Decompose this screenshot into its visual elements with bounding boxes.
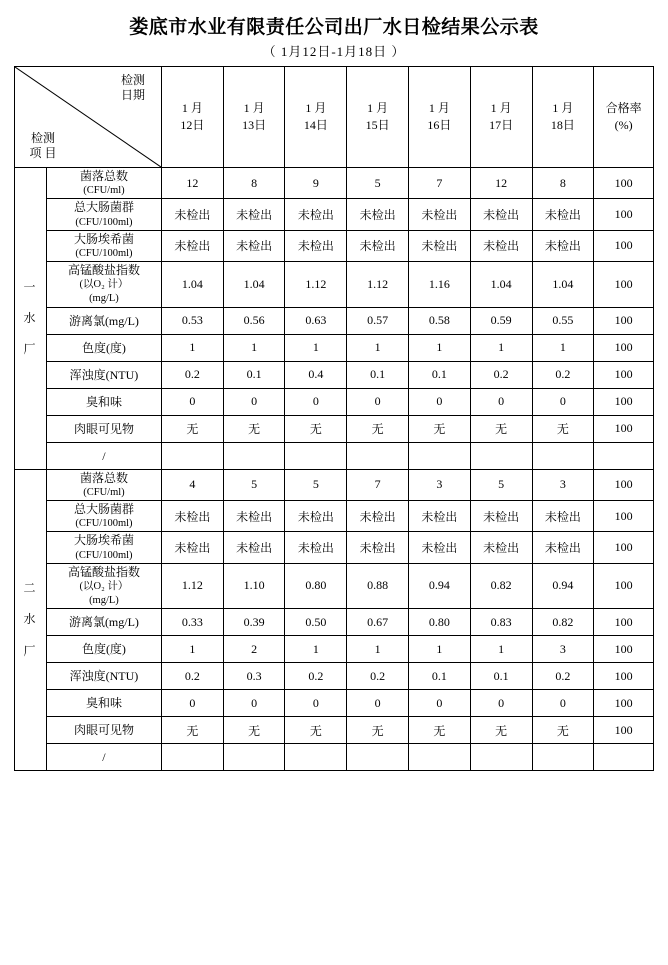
- date-header-1-line2: 13日: [242, 118, 267, 132]
- value-cell: 0.58: [409, 307, 471, 334]
- header-date-label-line1: 检测: [120, 73, 145, 87]
- item-name-line1: /: [102, 750, 106, 765]
- water-quality-table: [14, 66, 654, 771]
- date-header-3: [347, 67, 409, 168]
- item-name-line1: 臭和味: [85, 394, 122, 409]
- value-cell: 0.88: [347, 563, 409, 609]
- value-cell: 0: [223, 690, 285, 717]
- value-cell: 无: [470, 717, 532, 744]
- value-cell: 1: [161, 636, 223, 663]
- page-title: 娄底市水业有限责任公司出厂水日检结果公示表: [129, 17, 539, 38]
- value-cell: 未检出: [285, 500, 347, 531]
- value-cell: 0.2: [532, 663, 594, 690]
- pass-rate-cell: 100: [594, 469, 654, 500]
- value-cell: 未检出: [470, 230, 532, 261]
- pass-rate-cell: 100: [594, 663, 654, 690]
- plant-name-char: 一: [23, 279, 38, 294]
- value-cell: 0: [285, 388, 347, 415]
- value-cell: 3: [532, 636, 594, 663]
- item-name-line1: 肉眼可见物: [73, 723, 134, 738]
- value-cell: 3: [532, 469, 594, 500]
- value-cell: 0.4: [285, 361, 347, 388]
- item-name-cell: [46, 690, 161, 717]
- item-name-line1: 菌落总数: [79, 470, 128, 485]
- item-name-line1: 色度(度): [81, 340, 126, 355]
- date-header-1: [223, 67, 285, 168]
- value-cell: 未检出: [409, 199, 471, 230]
- table-row: [15, 230, 654, 261]
- header-date-label-line2: 日期: [120, 88, 145, 102]
- item-name-line1: 肉眼可见物: [73, 421, 134, 436]
- pass-rate-cell: 100: [594, 334, 654, 361]
- table-row: [15, 563, 654, 609]
- pass-rate-cell: 100: [594, 500, 654, 531]
- item-name-cell: [46, 262, 161, 308]
- value-cell: 0.82: [470, 563, 532, 609]
- value-cell: 0: [347, 690, 409, 717]
- value-cell: 未检出: [285, 532, 347, 563]
- value-cell: 0.94: [409, 563, 471, 609]
- table-row: [15, 690, 654, 717]
- value-cell: [161, 744, 223, 771]
- value-cell: 1.04: [223, 262, 285, 308]
- value-cell: [223, 442, 285, 469]
- table-row: [15, 168, 654, 199]
- pass-rate-cell: [594, 442, 654, 469]
- item-name-cell: [46, 532, 161, 563]
- value-cell: 未检出: [409, 532, 471, 563]
- item-name-line1: 臭和味: [85, 696, 122, 711]
- value-cell: 未检出: [161, 532, 223, 563]
- item-name-cell: [46, 663, 161, 690]
- date-header-6: [532, 67, 594, 168]
- value-cell: [161, 442, 223, 469]
- item-name-line1: 总大肠菌群: [73, 501, 134, 516]
- item-name-line3: (mg/L): [89, 595, 119, 607]
- value-cell: 0.1: [470, 663, 532, 690]
- value-cell: 未检出: [161, 199, 223, 230]
- item-name-line2: (CFU/ml): [83, 185, 125, 197]
- pass-rate-header-line2: (%): [614, 118, 633, 132]
- value-cell: 未检出: [347, 532, 409, 563]
- value-cell: 未检出: [223, 230, 285, 261]
- value-cell: 12: [470, 168, 532, 199]
- value-cell: 未检出: [409, 230, 471, 261]
- value-cell: 1: [532, 334, 594, 361]
- header-date-label: [111, 73, 155, 103]
- table-row: [15, 532, 654, 563]
- value-cell: 0.2: [532, 361, 594, 388]
- value-cell: 无: [161, 415, 223, 442]
- value-cell: 0.1: [409, 361, 471, 388]
- date-header-4-line2: 16日: [427, 118, 452, 132]
- pass-rate-cell: 100: [594, 307, 654, 334]
- value-cell: 1: [470, 636, 532, 663]
- value-cell: 8: [223, 168, 285, 199]
- pass-rate-cell: 100: [594, 717, 654, 744]
- item-name-line1: 高锰酸盐指数: [67, 263, 140, 278]
- value-cell: 0.50: [285, 609, 347, 636]
- date-header-4: [409, 67, 471, 168]
- header-item-label-line1: 检测: [30, 131, 55, 145]
- date-header-2: [285, 67, 347, 168]
- value-cell: 0: [532, 388, 594, 415]
- value-cell: 无: [409, 717, 471, 744]
- item-name-cell: [46, 388, 161, 415]
- value-cell: 5: [223, 469, 285, 500]
- value-cell: 未检出: [532, 230, 594, 261]
- date-header-5-line1: 1 月: [490, 101, 512, 116]
- value-cell: 0: [470, 388, 532, 415]
- pass-rate-header-line1: 合格率: [605, 101, 642, 116]
- value-cell: 0.67: [347, 609, 409, 636]
- item-name-cell: [46, 636, 161, 663]
- item-name-line1: /: [102, 448, 106, 463]
- value-cell: [470, 442, 532, 469]
- value-cell: 无: [223, 415, 285, 442]
- value-cell: [409, 744, 471, 771]
- plant-name-char: 二: [23, 581, 38, 596]
- value-cell: 未检出: [347, 500, 409, 531]
- date-header-3-line1: 1 月: [367, 101, 389, 116]
- item-name-line2: (以O₂ 计）: [79, 279, 129, 291]
- value-cell: [347, 442, 409, 469]
- table-row: [15, 744, 654, 771]
- table-header: [15, 67, 654, 168]
- value-cell: 5: [470, 469, 532, 500]
- document-page: [0, 12, 668, 965]
- date-header-5: [470, 67, 532, 168]
- value-cell: 5: [285, 469, 347, 500]
- item-name-line1: 游离氯(mg/L): [68, 313, 139, 328]
- pass-rate-cell: 100: [594, 415, 654, 442]
- value-cell: 0: [470, 690, 532, 717]
- pass-rate-cell: 100: [594, 532, 654, 563]
- table-row: [15, 636, 654, 663]
- item-name-line2: (以O₂ 计）: [79, 580, 129, 592]
- value-cell: 无: [532, 415, 594, 442]
- value-cell: 3: [409, 469, 471, 500]
- value-cell: 1: [223, 334, 285, 361]
- pass-rate-cell: 100: [594, 168, 654, 199]
- item-name-cell: [46, 168, 161, 199]
- value-cell: 未检出: [285, 199, 347, 230]
- value-cell: 5: [347, 168, 409, 199]
- value-cell: [409, 442, 471, 469]
- value-cell: 未检出: [347, 199, 409, 230]
- value-cell: 1.04: [532, 262, 594, 308]
- value-cell: 0.56: [223, 307, 285, 334]
- value-cell: [285, 442, 347, 469]
- pass-rate-header: [594, 67, 654, 168]
- value-cell: 0.94: [532, 563, 594, 609]
- item-name-line1: 浑浊度(NTU): [69, 669, 139, 684]
- item-name-line1: 大肠埃希菌: [73, 533, 134, 548]
- pass-rate-cell: 100: [594, 262, 654, 308]
- item-name-cell: [46, 361, 161, 388]
- value-cell: 未检出: [161, 230, 223, 261]
- value-cell: 0.1: [409, 663, 471, 690]
- value-cell: 未检出: [470, 532, 532, 563]
- value-cell: 0: [409, 690, 471, 717]
- table-row: [15, 415, 654, 442]
- value-cell: 0.2: [470, 361, 532, 388]
- value-cell: 0.2: [285, 663, 347, 690]
- value-cell: 0: [285, 690, 347, 717]
- item-name-cell: [46, 609, 161, 636]
- date-header-0: [161, 67, 223, 168]
- value-cell: 1: [347, 636, 409, 663]
- header-item-label: [21, 131, 65, 161]
- value-cell: 0: [532, 690, 594, 717]
- value-cell: 未检出: [532, 500, 594, 531]
- item-name-line1: 色度(度): [81, 642, 126, 657]
- header-item-label-line2: 项 目: [29, 146, 57, 160]
- value-cell: 1.12: [347, 262, 409, 308]
- value-cell: 未检出: [161, 500, 223, 531]
- plant-name-char: 厂: [23, 341, 38, 356]
- value-cell: [470, 744, 532, 771]
- value-cell: 未检出: [532, 199, 594, 230]
- item-name-line1: 高锰酸盐指数: [67, 564, 140, 579]
- value-cell: 0.33: [161, 609, 223, 636]
- value-cell: 7: [347, 469, 409, 500]
- value-cell: 1.04: [470, 262, 532, 308]
- value-cell: 无: [470, 415, 532, 442]
- item-name-cell: [46, 334, 161, 361]
- header-corner-cell: [15, 67, 162, 168]
- value-cell: 1: [409, 334, 471, 361]
- item-name-line1: 菌落总数: [79, 169, 128, 183]
- value-cell: 未检出: [285, 230, 347, 261]
- value-cell: 4: [161, 469, 223, 500]
- item-name-line2: (CFU/100ml): [75, 518, 133, 530]
- pass-rate-cell: 100: [594, 388, 654, 415]
- table-row: [15, 262, 654, 308]
- date-header-4-line1: 1 月: [428, 101, 450, 116]
- blank-item-cell: [46, 442, 161, 469]
- value-cell: 1.12: [285, 262, 347, 308]
- value-cell: 1: [470, 334, 532, 361]
- plant-name-char: 厂: [23, 643, 38, 658]
- pass-rate-cell: 100: [594, 636, 654, 663]
- value-cell: 1: [409, 636, 471, 663]
- table-row: [15, 307, 654, 334]
- value-cell: 0: [347, 388, 409, 415]
- table-row: [15, 199, 654, 230]
- value-cell: 1: [285, 636, 347, 663]
- value-cell: [285, 744, 347, 771]
- date-header-0-line2: 12日: [180, 118, 205, 132]
- table-row: [15, 361, 654, 388]
- value-cell: [347, 744, 409, 771]
- value-cell: 1.04: [161, 262, 223, 308]
- value-cell: 1: [161, 334, 223, 361]
- value-cell: 1: [347, 334, 409, 361]
- value-cell: 9: [285, 168, 347, 199]
- value-cell: 0.57: [347, 307, 409, 334]
- item-name-line2: (CFU/ml): [83, 486, 125, 498]
- value-cell: 无: [161, 717, 223, 744]
- value-cell: 未检出: [223, 199, 285, 230]
- value-cell: [532, 744, 594, 771]
- value-cell: 未检出: [470, 500, 532, 531]
- value-cell: 0.83: [470, 609, 532, 636]
- value-cell: 未检出: [470, 199, 532, 230]
- pass-rate-cell: 100: [594, 690, 654, 717]
- value-cell: 无: [223, 717, 285, 744]
- value-cell: 12: [161, 168, 223, 199]
- value-cell: 1.16: [409, 262, 471, 308]
- value-cell: 1.12: [161, 563, 223, 609]
- item-name-cell: [46, 307, 161, 334]
- value-cell: 0.2: [161, 361, 223, 388]
- value-cell: 无: [347, 717, 409, 744]
- value-cell: 未检出: [347, 230, 409, 261]
- value-cell: 未检出: [223, 532, 285, 563]
- pass-rate-cell: 100: [594, 563, 654, 609]
- value-cell: 0: [161, 388, 223, 415]
- item-name-line2: (CFU/100ml): [75, 549, 133, 561]
- value-cell: 0.53: [161, 307, 223, 334]
- value-cell: 0.82: [532, 609, 594, 636]
- item-name-cell: [46, 469, 161, 500]
- value-cell: 0: [223, 388, 285, 415]
- item-name-cell: [46, 199, 161, 230]
- item-name-line1: 大肠埃希菌: [73, 231, 134, 246]
- value-cell: 无: [285, 415, 347, 442]
- value-cell: 无: [285, 717, 347, 744]
- table-row: [15, 442, 654, 469]
- value-cell: 0.59: [470, 307, 532, 334]
- table-row: [15, 609, 654, 636]
- item-name-line2: (CFU/100ml): [75, 247, 133, 259]
- value-cell: [223, 744, 285, 771]
- value-cell: 0: [161, 690, 223, 717]
- item-name-cell: [46, 717, 161, 744]
- value-cell: [532, 442, 594, 469]
- value-cell: 0.3: [223, 663, 285, 690]
- date-header-1-line1: 1 月: [243, 101, 265, 116]
- table-row: [15, 388, 654, 415]
- blank-item-cell: [46, 744, 161, 771]
- value-cell: 未检出: [532, 532, 594, 563]
- value-cell: 2: [223, 636, 285, 663]
- pass-rate-cell: 100: [594, 199, 654, 230]
- table-row: [15, 469, 654, 500]
- pass-rate-cell: 100: [594, 230, 654, 261]
- plant-name-char: 水: [23, 612, 38, 627]
- value-cell: 0.80: [285, 563, 347, 609]
- value-cell: 无: [347, 415, 409, 442]
- item-name-cell: [46, 230, 161, 261]
- table-body: [15, 168, 654, 771]
- plant-name-cell-1: [15, 469, 47, 771]
- date-header-3-line2: 15日: [365, 118, 390, 132]
- date-header-2-line1: 1 月: [305, 101, 327, 116]
- value-cell: 无: [532, 717, 594, 744]
- value-cell: 0.2: [347, 663, 409, 690]
- plant-name-cell-0: [15, 168, 47, 470]
- date-header-6-line1: 1 月: [552, 101, 574, 116]
- date-header-6-line2: 18日: [550, 118, 575, 132]
- table-row: [15, 334, 654, 361]
- table-row: [15, 663, 654, 690]
- value-cell: 0.80: [409, 609, 471, 636]
- table-row: [15, 500, 654, 531]
- value-cell: 未检出: [223, 500, 285, 531]
- value-cell: 7: [409, 168, 471, 199]
- value-cell: 0.39: [223, 609, 285, 636]
- plant-name-char: 水: [23, 310, 38, 325]
- item-name-line1: 浑浊度(NTU): [69, 367, 139, 382]
- item-name-cell: [46, 563, 161, 609]
- value-cell: 未检出: [409, 500, 471, 531]
- value-cell: 1: [285, 334, 347, 361]
- page-subtitle: （ 1月12日-1月18日 ）: [262, 44, 406, 59]
- pass-rate-cell: [594, 744, 654, 771]
- value-cell: 8: [532, 168, 594, 199]
- pass-rate-cell: 100: [594, 609, 654, 636]
- value-cell: 0.63: [285, 307, 347, 334]
- item-name-line1: 游离氯(mg/L): [68, 615, 139, 630]
- value-cell: 0.1: [347, 361, 409, 388]
- item-name-line2: (CFU/100ml): [75, 216, 133, 228]
- date-header-2-line2: 14日: [303, 118, 328, 132]
- date-header-5-line2: 17日: [489, 118, 514, 132]
- item-name-cell: [46, 415, 161, 442]
- value-cell: 0.1: [223, 361, 285, 388]
- date-header-0-line1: 1 月: [181, 101, 203, 116]
- item-name-cell: [46, 500, 161, 531]
- value-cell: 1.10: [223, 563, 285, 609]
- table-row: [15, 717, 654, 744]
- value-cell: 无: [409, 415, 471, 442]
- pass-rate-cell: 100: [594, 361, 654, 388]
- item-name-line3: (mg/L): [89, 293, 119, 305]
- value-cell: 0: [409, 388, 471, 415]
- item-name-line1: 总大肠菌群: [73, 200, 134, 215]
- value-cell: 0.55: [532, 307, 594, 334]
- value-cell: 0.2: [161, 663, 223, 690]
